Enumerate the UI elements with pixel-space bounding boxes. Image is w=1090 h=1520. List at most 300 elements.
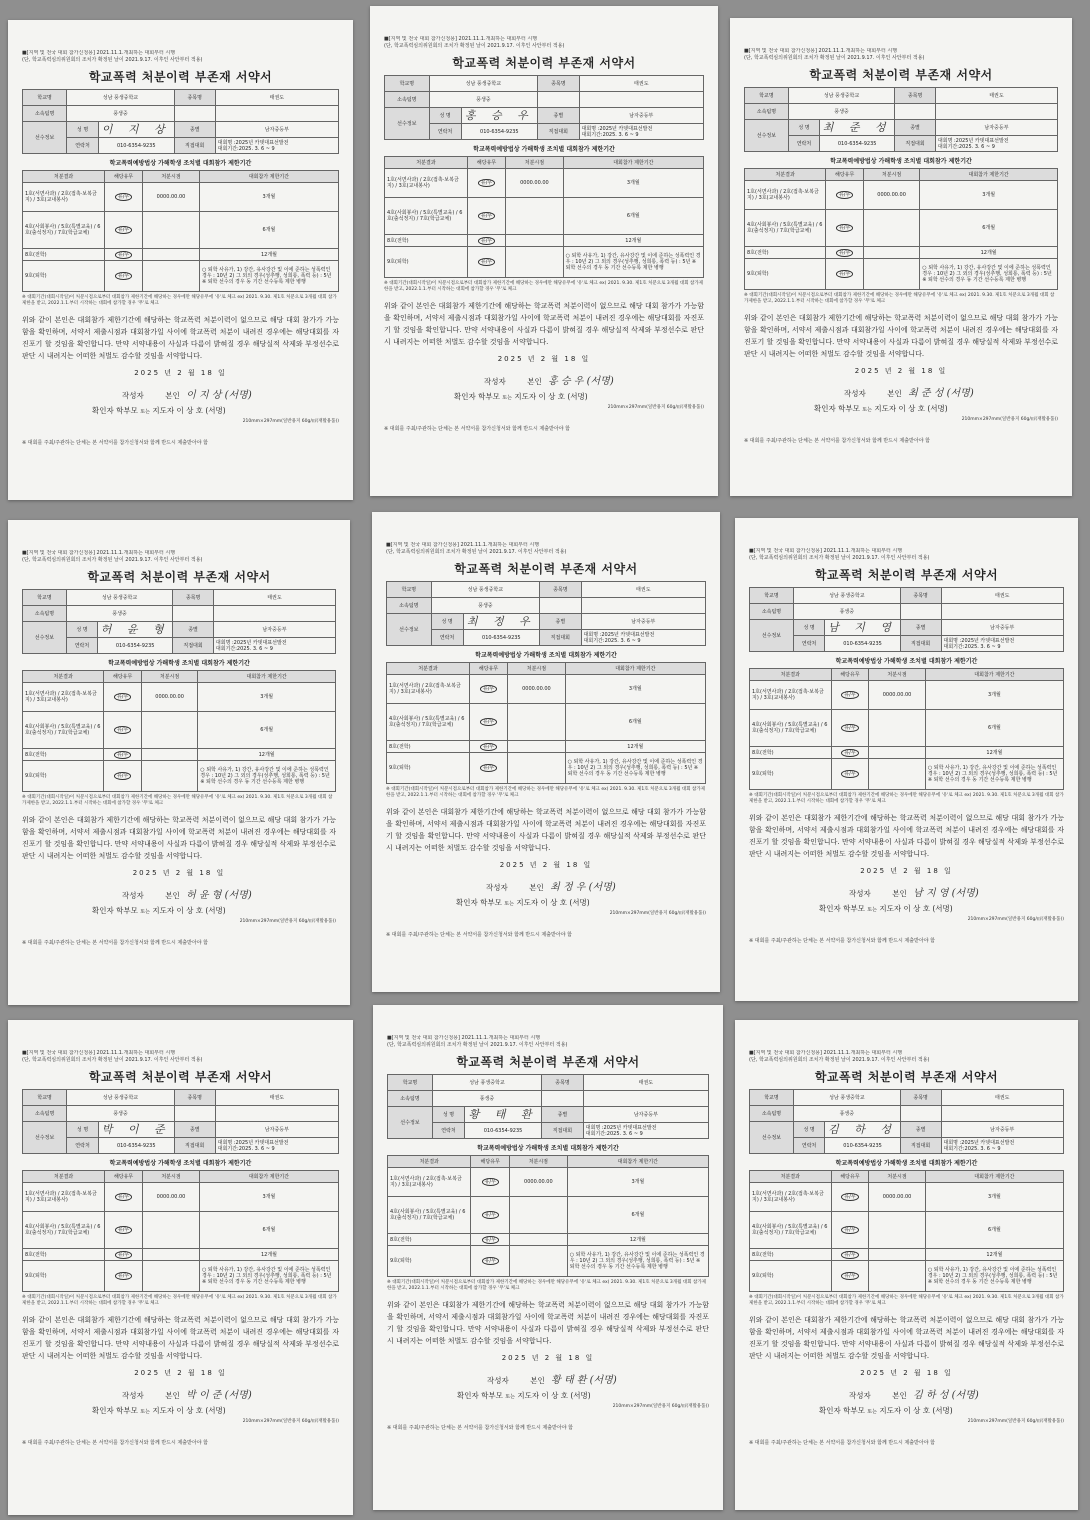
confirmer-line: 확인자 학부모 또는 지도자 이 상 호 (서명) [814,404,948,413]
pledge-date: 2025 년 2 월 18 일 [134,369,227,377]
table-note: ※ 대회기간(대회시작일)이 처분시점으로부터 대회참가 제한기간에 해당하는 경우에만 해당유무에 '유'로 체크 ex) 2021. 9.30. 제1호 처분으로 3개월 대회 참가제한을 받고, 2022.1.1.부터 시작하는 대회에 참가할 경우 '무'로 체크 [387,1280,707,1291]
meet-label: 직접대회 [173,638,214,654]
school-label: 학교명 [23,590,67,606]
col-mark: 해당유무 [831,669,869,681]
contact-label: 연락처 [793,636,824,652]
table-row: 9호(퇴학) 유/무 ○ 퇴학 사유가, 1) 강간, 유사강간 및 이에 준하는 성폭력인 경우 : 10년 2) 그 외의 경우(성추행, 성희롱, 폭력 등) : 5년 ※ 퇴학 선수의 경우 동 기간 선수등록 제한 병행 [388,1246,709,1277]
meet-label: 직접대회 [542,1123,584,1139]
col-limit: 대회참가 제한기간 [199,1171,338,1183]
restriction-table [22,670,336,792]
mark-circle: 유/무 [115,193,132,201]
col-limit: 대회참가 제한기간 [925,1171,1063,1183]
table-note: ※ 대회기간(대회시작일)이 처분시점으로부터 대회참가 제한기간에 해당하는 경우에만 해당유무에 '유'로 체크 ex) 2021. 9.30. 제1호 처분으로 3개월 대회 참가제한을 받고, 2022.1.1.부터 시작하는 대회에 참가할 경우 '무'로 체크 [744,293,1055,304]
applicant-info-table [387,1074,709,1139]
meet-info: 대회명 :2025년 카뎃대표선발전 대회기간:2025. 3. 6 ~ 9 [213,638,335,654]
division-value: 남자중등부 [583,1107,708,1123]
event-label: 종목명 [174,1090,215,1106]
col-date: 처분시점 [508,663,565,675]
division-label: 종별 [174,1122,215,1138]
paper-size-note: 210mm×297mm(일반용지 60g/㎡(재활용품)) [967,917,1064,922]
player-info-label: 선수정보 [750,1122,794,1154]
pledge-text: 위와 같이 본인은 대회참가 제한기간에 해당하는 학교폭력 처분이력이 없으므로 해당 대회 참가가 가능함을 확인하며, 서약서 제출시점과 대회참가일 사이에 학교폭력 처분이 내려진 경우에는 해당대회를 자진포기 할 것임을 확인합니다. 만약 서약내용이 사실과 다름이 밝혀질 경우 해당실적 삭제와 부정선수로 판단 시 내려지는 어떠한 처벌도 감수할 것임을 서약합니다. [22,1316,339,1360]
table-row: 8호(전학) 유/무 12개월 [23,249,339,261]
table-row: 4호(사회봉사) / 5호(특별교육) / 6호(출석정지) / 7호(학급교체) 유/무 6개월 [23,712,336,749]
event-label: 종목명 [895,88,936,104]
pledge-date: 2025 년 2 월 18 일 [854,367,948,375]
restriction-table [22,1170,339,1292]
player-info-label: 선수정보 [385,108,430,140]
table-note: ※ 대회기간(대회시작일)이 처분시점으로부터 대회참가 제한기간에 해당하는 경우에만 해당유무에 '유'로 체크 ex) 2021. 9.30. 제1호 처분으로 3개월 대회 참가제한을 받고, 2022.1.1.부터 시작하는 대회에 참가할 경우 '무'로 체크 [386,787,706,798]
header-note: ■[지역 및 전국 대회 참가신청용] 2021.11.1.개최하는 대회부터 시행 (단, 학교폭력심의위원회의 조치가 확정된 날이 2021.9.17. 이후인 사안부터 적용) [749,1050,930,1063]
form-title: 학교폭력 처분이력 부존재 서약서 [454,562,638,576]
team-value: 풍생중 [788,104,894,120]
contact-label: 연락처 [67,138,99,154]
paper-size-note: 210mm×297mm(일반용지 60g/㎡(재활용품)) [967,1419,1064,1424]
school-label: 학교명 [745,88,789,104]
player-signature: 남 지 영 (서명) [913,888,979,899]
division-value: 남자중등부 [215,1122,338,1138]
name-label: 성 명 [788,120,819,136]
writer-line: 작성자 본인 김 하 성 (서명) [849,1390,979,1401]
col-date: 처분시점 [141,671,197,683]
school-value: 성남 풍생중학교 [788,88,894,104]
mark-circle: 유/무 [482,1257,499,1265]
player-signature: 허 윤 형 (서명) [186,890,252,901]
pledge-form-sheet [735,1020,1078,1510]
section-title: 학교폭력예방법상 가해학생 조치별 대회참가 제한기간 [830,158,972,165]
col-mark: 해당유무 [104,671,142,683]
event-label: 종목명 [542,1075,584,1091]
pledge-text: 위와 같이 본인은 대회참가 제한기간에 해당하는 학교폭력 처분이력이 없으므로 해당 대회 참가가 가능함을 확인하며, 서약서 제출시점과 대회참가일 사이에 학교폭력 처분이 내려진 경우에는 해당대회를 자진포기 할 것임을 확인합니다. 만약 서약내용이 사실과 다름이 밝혀질 경우 해당실적 삭제와 부정선수로 판단 시 내려지는 어떠한 처벌도 감수할 것임을 서약합니다. [749,1316,1064,1360]
mark-circle: 유/무 [115,1226,132,1234]
col-limit: 대회참가 제한기간 [567,1156,708,1168]
table-row: 1호(서면사과) / 2호(접촉·보복금지) / 3호(교내봉사) 유/무 0000.00.00 3개월 [385,169,704,198]
header-note: ■[지역 및 전국 대회 참가신청용] 2021.11.1.개최하는 대회부터 시행 (단, 학교폭력심의위원회의 조치가 확정된 날이 2021.9.17. 이후인 사안부터 적용) [749,548,930,561]
writer-line: 작성자 본인 남 지 영 (서명) [849,888,979,899]
player-info-label: 선수정보 [745,120,789,152]
table-note: ※ 대회기간(대회시작일)이 처분시점으로부터 대회참가 제한기간에 해당하는 경우에만 해당유무에 '유'로 체크 ex) 2021. 9.30. 제1호 처분으로 3개월 대회 참가제한을 받고, 2022.1.1.부터 시작하는 대회에 참가할 경우 '무'로 체크 [384,281,704,292]
school-label: 학교명 [385,76,430,92]
contact-label: 연락처 [67,1138,99,1154]
player-info-label: 선수정보 [388,1107,433,1139]
confirmer-line: 확인자 학부모 또는 지도자 이 상 호 (서명) [819,1406,953,1415]
applicant-info-table [22,89,339,154]
col-result: 처분결과 [750,669,832,681]
name-label: 성 명 [431,614,463,630]
contact-label: 연락처 [66,638,97,654]
meet-info: 대회명 :2025년 카뎃대표선발전 대회기간:2025. 3. 6 ~ 9 [581,630,705,646]
pledge-date: 2025 년 2 월 18 일 [860,867,953,875]
division-value: 남자중등부 [941,1122,1063,1138]
player-info-label: 선수정보 [23,122,67,154]
paper-size-note: 210mm×297mm(일반용지 60g/㎡(재활용품)) [242,419,339,424]
section-title: 학교폭력예방법상 가해학생 조치별 대회참가 제한기간 [835,1160,978,1167]
form-title: 학교폭력 처분이력 부존재 서약서 [814,1070,999,1084]
division-label: 종별 [542,1107,584,1123]
team-label: 소속팀명 [23,106,67,122]
table-row: 4호(사회봉사) / 5호(특별교육) / 6호(출석정지) / 7호(학급교체) 유/무 6개월 [388,1197,709,1234]
table-note: ※ 대회기간(대회시작일)이 처분시점으로부터 대회참가 제한기간에 해당하는 경우에만 해당유무에 '유'로 체크 ex) 2021. 9.30. 제1호 처분으로 3개월 대회 참가제한을 받고, 2022.1.1.부터 시작하는 대회에 참가할 경우 '무'로 체크 [22,295,337,306]
table-row: 1호(서면사과) / 2호(접촉·보복금지) / 3호(교내봉사) 유/무 0000.00.00 3개월 [750,681,1064,710]
phone-value: 010-6354-9235 [463,630,540,646]
mark-circle: 유/무 [841,749,858,757]
table-row: 1호(서면사과) / 2호(접촉·보복금지) / 3호(교내봉사) 유/무 0000.00.00 3개월 [745,181,1058,210]
paper-size-note: 210mm×297mm(일반용지 60g/㎡(재활용품)) [612,1404,709,1409]
section-title: 학교폭력예방법상 가해학생 조치별 대회참가 제한기간 [473,146,615,153]
header-note: ■[지역 및 전국 대회 참가신청용] 2021.11.1.개최하는 대회부터 시행 (단, 학교폭력심의위원회의 조치가 확정된 날이 2021.9.17. 이후인 사안부터 적용) [22,50,203,63]
pledge-text: 위와 같이 본인은 대회참가 제한기간에 해당하는 학교폭력 처분이력이 없으므로 해당 대회 참가가 가능함을 확인하며, 서약서 제출시점과 대회참가일 사이에 학교폭력 처분이 내려진 경우에는 해당대회를 자진포기 할 것임을 확인합니다. 만약 서약내용이 사실과 다름이 밝혀질 경우 해당실적 삭제와 부정선수로 판단 시 내려지는 어떠한 처벌도 감수할 것임을 서약합니다. [384,302,704,346]
col-mark: 해당유무 [467,157,505,169]
name-label: 성 명 [793,1122,824,1138]
mark-circle: 유/무 [115,1272,132,1280]
event-value: 태권도 [215,1090,338,1106]
team-value: 풍생중 [67,106,174,122]
mark-circle: 유/무 [836,270,853,278]
mark-circle: 유/무 [114,751,131,759]
team-value: 풍생중 [432,1091,541,1107]
pledge-form-sheet [372,512,720,992]
footer-note: ※ 대회를 주최/주관하는 단체는 본 서약서를 참가신청서와 함께 반드시 제출받아야 함 [387,1424,573,1431]
pledge-form-sheet [730,18,1072,496]
table-row: 8호(전학) 유/무 12개월 [385,235,704,247]
division-value: 남자중등부 [935,120,1057,136]
meet-label: 직접대회 [174,138,215,154]
pledge-text: 위와 같이 본인은 대회참가 제한기간에 해당하는 학교폭력 처분이력이 없으므로 해당 대회 참가가 가능함을 확인하며, 서약서 제출시점과 대회참가일 사이에 학교폭력 처분이 내려진 경우에는 해당대회를 자진포기 할 것임을 확인합니다. 만약 서약내용이 사실과 다름이 밝혀질 경우 해당실적 삭제와 부정선수로 판단 시 내려지는 어떠한 처벌도 감수할 것임을 서약합니다. [22,816,336,860]
table-row: 4호(사회봉사) / 5호(특별교육) / 6호(출석정지) / 7호(학급교체) 유/무 6개월 [745,210,1058,247]
table-row: 1호(서면사과) / 2호(접촉·보복금지) / 3호(교내봉사) 유/무 0000.00.00 3개월 [23,183,339,212]
confirmer-line: 확인자 학부모 또는 지도자 이 상 호 (서명) [92,406,226,415]
phone-value: 010-6354-9235 [465,1123,542,1139]
writer-line: 작성자 본인 최 정 우 (서명) [486,882,616,893]
section-title: 학교폭력예방법상 가해학생 조치별 대회참가 제한기간 [835,658,978,665]
event-value: 태권도 [941,588,1063,604]
writer-line: 작성자 본인 이 지 상 (서명) [122,390,252,401]
division-value: 남자중등부 [581,614,705,630]
restriction-table [384,156,704,278]
player-signature: 이 지 상 (서명) [186,390,252,401]
pledge-date: 2025 년 2 월 18 일 [860,1369,953,1377]
mark-circle: 유/무 [115,1251,132,1259]
contact-label: 연락처 [788,136,819,152]
header-note: ■[지역 및 전국 대회 참가신청용] 2021.11.1.개최하는 대회부터 시행 (단, 학교폭력심의위원회의 조치가 확정된 날이 2021.9.17. 이후인 사안부터 적용) [386,542,567,555]
col-date: 처분시점 [869,1171,926,1183]
mark-circle: 유/무 [115,226,132,234]
event-label: 종목명 [900,588,941,604]
phone-value: 010-6354-9235 [98,638,173,654]
meet-info: 대회명 :2025년 카뎃대표선발전 대회기간:2025. 3. 6 ~ 9 [583,1123,708,1139]
applicant-info-table [744,87,1058,152]
division-label: 종별 [538,108,579,124]
table-row: 4호(사회봉사) / 5호(특별교육) / 6호(출석정지) / 7호(학급교체) 유/무 6개월 [387,704,706,741]
team-value: 풍생중 [793,604,900,620]
footer-note: ※ 대회를 주최/주관하는 단체는 본 서약서를 참가신청서와 함께 반드시 제출받아야 함 [744,437,930,444]
col-result: 처분결과 [750,1171,832,1183]
form-title: 학교폭력 처분이력 부존재 서약서 [87,570,271,584]
table-row: 8호(전학) 유/무 12개월 [388,1234,709,1246]
mark-circle: 유/무 [841,724,858,732]
mark-circle: 유/무 [482,1211,499,1219]
col-limit: 대회참가 제한기간 [565,663,705,675]
phone-value: 010-6354-9235 [820,136,895,152]
division-value: 남자중등부 [215,122,338,138]
meet-label: 직접대회 [895,136,936,152]
pledge-form-sheet [8,520,350,1005]
player-signature: 최 준 성 (서명) [908,388,974,399]
table-row: 8호(전학) 유/무 12개월 [23,1249,339,1261]
team-label: 소속팀명 [745,104,789,120]
team-value: 풍생중 [793,1106,900,1122]
mark-circle: 유/무 [482,1236,499,1244]
player-name: 최 준 성 [820,120,895,136]
mark-circle: 유/무 [115,1193,132,1201]
pledge-date: 2025 년 2 월 18 일 [132,869,226,877]
section-title: 학교폭력예방법상 가해학생 조치별 대회참가 제한기간 [109,160,252,167]
player-signature: 김 하 성 (서명) [913,1390,979,1401]
mark-circle: 유/무 [841,1226,858,1234]
col-limit: 대회참가 제한기간 [199,171,338,183]
form-title: 학교폭력 처분이력 부존재 서약서 [88,1070,273,1084]
applicant-info-table [386,581,706,646]
player-info-label: 선수정보 [387,614,432,646]
school-value: 성남 풍생중학교 [67,1090,174,1106]
form-title: 학교폭력 처분이력 부존재 서약서 [814,568,999,582]
mark-circle: 유/무 [482,1178,499,1186]
name-label: 성 명 [67,122,99,138]
header-note: ■[지역 및 전국 대회 참가신청용] 2021.11.1.개최하는 대회부터 시행 (단, 학교폭력심의위원회의 조치가 확정된 날이 2021.9.17. 이후인 사안부터 적용) [384,36,565,49]
footer-note: ※ 대회를 주최/주관하는 단체는 본 서약서를 참가신청서와 함께 반드시 제출받아야 함 [386,931,572,938]
confirmer-line: 확인자 학부모 또는 지도자 이 상 호 (서명) [454,392,588,401]
col-mark: 해당유무 [826,169,864,181]
col-result: 처분결과 [387,663,470,675]
meet-label: 직접대회 [538,124,579,140]
team-value: 풍생중 [66,606,172,622]
col-date: 처분시점 [509,1156,567,1168]
table-note: ※ 대회기간(대회시작일)이 처분시점으로부터 대회참가 제한기간에 해당하는 경우에만 해당유무에 '유'로 체크 ex) 2021. 9.30. 제1호 처분으로 3개월 대회 참가제한을 받고, 2022.1.1.부터 시작하는 대회에 참가할 경우 '무'로 체크 [22,795,333,806]
division-label: 종별 [173,622,214,638]
mark-circle: 유/무 [478,258,495,266]
table-row: 1호(서면사과) / 2호(접촉·보복금지) / 3호(교내봉사) 유/무 0000.00.00 3개월 [23,1183,339,1212]
table-row: 8호(전학) 유/무 12개월 [750,747,1064,759]
table-note: ※ 대회기간(대회시작일)이 처분시점으로부터 대회참가 제한기간에 해당하는 경우에만 해당유무에 '유'로 체크 ex) 2021. 9.30. 제1호 처분으로 3개월 대회 참가제한을 받고, 2022.1.1.부터 시작하는 대회에 참가할 경우 '무'로 체크 [749,1295,1064,1306]
table-row: 9호(퇴학) 유/무 ○ 퇴학 사유가, 1) 강간, 유사강간 및 이에 준하는 성폭력인 경우 : 10년 2) 그 외의 경우(성추행, 성희롱, 폭력 등) : 5년 ※ 퇴학 선수의 경우 동 기간 선수등록 제한 병행 [23,261,339,292]
school-label: 학교명 [750,588,794,604]
pledge-text: 위와 같이 본인은 대회참가 제한기간에 해당하는 학교폭력 처분이력이 없으므로 해당 대회 참가가 가능함을 확인하며, 서약서 제출시점과 대회참가일 사이에 학교폭력 처분이 내려진 경우에는 해당대회를 자진포기 할 것임을 확인합니다. 만약 서약내용이 사실과 다름이 밝혀질 경우 해당실적 삭제와 부정선수로 판단 시 내려지는 어떠한 처벌도 감수할 것임을 서약합니다. [744,314,1058,358]
col-limit: 대회참가 제한기간 [563,157,703,169]
writer-line: 작성자 본인 최 준 성 (서명) [844,388,974,399]
pledge-date: 2025 년 2 월 18 일 [497,355,591,363]
event-label: 종목명 [900,1090,941,1106]
team-label: 소속팀명 [750,1106,794,1122]
event-label: 종목명 [540,582,581,598]
restriction-table [22,170,339,292]
applicant-info-table [384,75,704,140]
division-label: 종별 [895,120,936,136]
writer-line: 작성자 본인 황 태 환 (서명) [487,1375,617,1386]
event-label: 종목명 [173,590,214,606]
restriction-table [387,1155,709,1277]
mark-circle: 유/무 [115,251,132,259]
table-row: 9호(퇴학) 유/무 ○ 퇴학 사유가, 1) 강간, 유사강간 및 이에 준하는 성폭력인 경우 : 10년 2) 그 외의 경우(성추행, 성희롱, 폭력 등) : 5년 ※ 퇴학 선수의 경우 동 기간 선수등록 제한 병행 [750,1261,1064,1292]
confirmer-line: 확인자 학부모 또는 지도자 이 상 호 (서명) [456,898,590,907]
col-mark: 해당유무 [105,171,143,183]
mark-circle: 유/무 [478,237,495,245]
pledge-form-sheet [373,1005,723,1510]
col-result: 처분결과 [388,1156,471,1168]
header-note: ■[지역 및 전국 대회 참가신청용] 2021.11.1.개최하는 대회부터 시행 (단, 학교폭력심의위원회의 조치가 확정된 날이 2021.9.17. 이후인 사안부터 적용) [387,1035,568,1048]
col-limit: 대회참가 제한기간 [920,169,1058,181]
meet-info: 대회명 :2025년 카뎃대표선발전 대회기간:2025. 3. 6 ~ 9 [579,124,703,140]
mark-circle: 유/무 [480,685,497,693]
division-label: 종별 [900,620,941,636]
player-name: 홍 승 우 [461,108,538,124]
header-note: ■[지역 및 전국 대회 참가신청용] 2021.11.1.개최하는 대회부터 시행 (단, 학교폭력심의위원회의 조치가 확정된 날이 2021.9.17. 이후인 사안부터 적용) [744,48,925,61]
paper-size-note: 210mm×297mm(일반용지 60g/㎡(재활용품)) [242,1419,339,1424]
pledge-form-sheet [370,6,718,496]
player-signature: 최 정 우 (서명) [550,882,616,893]
team-label: 소속팀명 [385,92,430,108]
contact-label: 연락처 [793,1138,824,1154]
pledge-form-sheet [735,518,1078,1001]
pledge-date: 2025 년 2 월 18 일 [501,1354,595,1362]
col-mark: 해당유무 [469,663,507,675]
meet-label: 직접대회 [900,1138,941,1154]
footer-note: ※ 대회를 주최/주관하는 단체는 본 서약서를 참가신청서와 함께 반드시 제출받아야 함 [22,939,208,946]
col-result: 처분결과 [23,1171,105,1183]
form-title: 학교폭력 처분이력 부존재 서약서 [88,70,273,84]
event-value: 태권도 [583,1075,708,1091]
col-date: 처분시점 [863,169,919,181]
table-row: 9호(퇴학) 유/무 ○ 퇴학 사유가, 1) 강간, 유사강간 및 이에 준하는 성폭력인 경우 : 10년 2) 그 외의 경우(성추행, 성희롱, 폭력 등) : 5년 ※ 퇴학 선수의 경우 동 기간 선수등록 제한 병행 [387,753,706,784]
col-result: 처분결과 [745,169,826,181]
phone-value: 010-6354-9235 [825,1138,900,1154]
table-row: 9호(퇴학) 유/무 ○ 퇴학 사유가, 1) 강간, 유사강간 및 이에 준하는 성폭력인 경우 : 10년 2) 그 외의 경우(성추행, 성희롱, 폭력 등) : 5년 ※ 퇴학 선수의 경우 동 기간 선수등록 제한 병행 [750,759,1064,790]
applicant-info-table [22,589,336,654]
col-mark: 해당유무 [471,1156,510,1168]
table-row: 8호(전학) 유/무 12개월 [23,749,336,761]
division-value: 남자중등부 [213,622,335,638]
applicant-info-table [749,1089,1064,1154]
mark-circle: 유/무 [841,1272,858,1280]
table-note: ※ 대회기간(대회시작일)이 처분시점으로부터 대회참가 제한기간에 해당하는 경우에만 해당유무에 '유'로 체크 ex) 2021. 9.30. 제1호 처분으로 3개월 대회 참가제한을 받고, 2022.1.1.부터 시작하는 대회에 참가할 경우 '무'로 체크 [749,793,1064,804]
header-note: ■[지역 및 전국 대회 참가신청용] 2021.11.1.개최하는 대회부터 시행 (단, 학교폭력심의위원회의 조치가 확정된 날이 2021.9.17. 이후인 사안부터 적용) [22,550,203,563]
name-label: 성 명 [67,1122,99,1138]
table-row: 8호(전학) 유/무 12개월 [745,247,1058,259]
mark-circle: 유/무 [836,191,853,199]
table-row: 1호(서면사과) / 2호(접촉·보복금지) / 3호(교내봉사) 유/무 0000.00.00 3개월 [387,675,706,704]
table-row: 9호(퇴학) 유/무 ○ 퇴학 사유가, 1) 강간, 유사강간 및 이에 준하는 성폭력인 경우 : 10년 2) 그 외의 경우(성추행, 성희롱, 폭력 등) : 5년 ※ 퇴학 선수의 경우 동 기간 선수등록 제한 병행 [385,247,704,278]
player-name: 남 지 영 [825,620,900,636]
paper-size-note: 210mm×297mm(일반용지 60g/㎡(재활용품)) [239,919,336,924]
confirmer-line: 확인자 학부모 또는 지도자 이 상 호 (서명) [819,904,953,913]
phone-value: 010-6354-9235 [98,138,174,154]
event-value: 태권도 [581,582,705,598]
mark-circle: 유/무 [841,1251,858,1259]
team-label: 소속팀명 [388,1091,433,1107]
mark-circle: 유/무 [114,693,131,701]
applicant-info-table [22,1089,339,1154]
col-mark: 해당유무 [105,1171,143,1183]
writer-line: 작성자 본인 박 이 준 (서명) [122,1390,252,1401]
table-row: 4호(사회봉사) / 5호(특별교육) / 6호(출석정지) / 7호(학급교체) 유/무 6개월 [385,198,704,235]
mark-circle: 유/무 [480,764,497,772]
player-name: 이 지 상 [98,122,174,138]
school-label: 학교명 [750,1090,794,1106]
player-name: 최 정 우 [463,614,540,630]
restriction-table [744,168,1058,290]
mark-circle: 유/무 [115,272,132,280]
division-label: 종별 [540,614,581,630]
table-row: 4호(사회봉사) / 5호(특별교육) / 6호(출석정지) / 7호(학급교체) 유/무 6개월 [750,1212,1064,1249]
player-name: 박 이 준 [98,1122,174,1138]
event-value: 태권도 [941,1090,1063,1106]
school-value: 성남 풍생중학교 [431,582,539,598]
player-name: 김 하 성 [825,1122,900,1138]
contact-label: 연락처 [429,124,461,140]
name-label: 성 명 [432,1107,464,1123]
table-row: 4호(사회봉사) / 5호(특별교육) / 6호(출석정지) / 7호(학급교체) 유/무 6개월 [23,1212,339,1249]
table-row: 8호(전학) 유/무 12개월 [387,741,706,753]
player-info-label: 선수정보 [23,622,67,654]
table-row: 1호(서면사과) / 2호(접촉·보복금지) / 3호(교내봉사) 유/무 0000.00.00 3개월 [388,1168,709,1197]
footer-note: ※ 대회를 주최/주관하는 단체는 본 서약서를 참가신청서와 함께 반드시 제출받아야 함 [22,1439,208,1446]
col-limit: 대회참가 제한기간 [198,671,336,683]
section-title: 학교폭력예방법상 가해학생 조치별 대회참가 제한기간 [475,652,617,659]
table-row: 8호(전학) 유/무 12개월 [750,1249,1064,1261]
phone-value: 010-6354-9235 [461,124,538,140]
mark-circle: 유/무 [480,718,497,726]
mark-circle: 유/무 [841,770,858,778]
table-row: 1호(서면사과) / 2호(접촉·보복금지) / 3호(교내봉사) 유/무 0000.00.00 3개월 [750,1183,1064,1212]
event-value: 태권도 [579,76,703,92]
paper-size-note: 210mm×297mm(일반용지 60g/㎡(재활용품)) [607,405,704,410]
player-name: 허 윤 형 [98,622,173,638]
writer-line: 작성자 본인 허 윤 형 (서명) [122,890,252,901]
meet-info: 대회명 :2025년 카뎃대표선발전 대회기간:2025. 3. 6 ~ 9 [215,138,338,154]
school-label: 학교명 [387,582,432,598]
school-label: 학교명 [23,1090,67,1106]
col-date: 처분시점 [143,1171,200,1183]
footer-note: ※ 대회를 주최/주관하는 단체는 본 서약서를 참가신청서와 함께 반드시 제출받아야 함 [384,425,570,432]
meet-info: 대회명 :2025년 카뎃대표선발전 대회기간:2025. 3. 6 ~ 9 [215,1138,338,1154]
team-value: 풍생중 [431,598,539,614]
player-info-label: 선수정보 [750,620,794,652]
col-result: 처분결과 [23,171,105,183]
pledge-text: 위와 같이 본인은 대회참가 제한기간에 해당하는 학교폭력 처분이력이 없으므로 해당 대회 참가가 가능함을 확인하며, 서약서 제출시점과 대회참가일 사이에 학교폭력 처분이 내려진 경우에는 해당대회를 자진포기 할 것임을 확인합니다. 만약 서약내용이 사실과 다름이 밝혀질 경우 해당실적 삭제와 부정선수로 판단 시 내려지는 어떠한 처벌도 감수할 것임을 서약합니다. [749,814,1064,858]
event-value: 태권도 [215,90,338,106]
col-limit: 대회참가 제한기간 [925,669,1063,681]
player-info-label: 선수정보 [23,1122,67,1154]
team-value: 풍생중 [67,1106,174,1122]
col-date: 처분시점 [869,669,926,681]
school-value: 성남 풍생중학교 [793,588,900,604]
confirmer-line: 확인자 학부모 또는 지도자 이 상 호 (서명) [457,1391,591,1400]
division-label: 종별 [900,1122,941,1138]
col-result: 처분결과 [385,157,468,169]
event-label: 종목명 [538,76,579,92]
name-label: 성 명 [793,620,824,636]
school-label: 학교명 [388,1075,433,1091]
col-date: 처분시점 [143,171,200,183]
phone-value: 010-6354-9235 [825,636,900,652]
event-value: 태권도 [935,88,1057,104]
team-label: 소속팀명 [23,606,67,622]
mark-circle: 유/무 [478,212,495,220]
table-row: 4호(사회봉사) / 5호(특별교육) / 6호(출석정지) / 7호(학급교체) 유/무 6개월 [750,710,1064,747]
mark-circle: 유/무 [841,691,858,699]
contact-label: 연락처 [432,1123,464,1139]
player-signature: 홍 승 우 (서명) [548,376,614,387]
meet-label: 직접대회 [900,636,941,652]
